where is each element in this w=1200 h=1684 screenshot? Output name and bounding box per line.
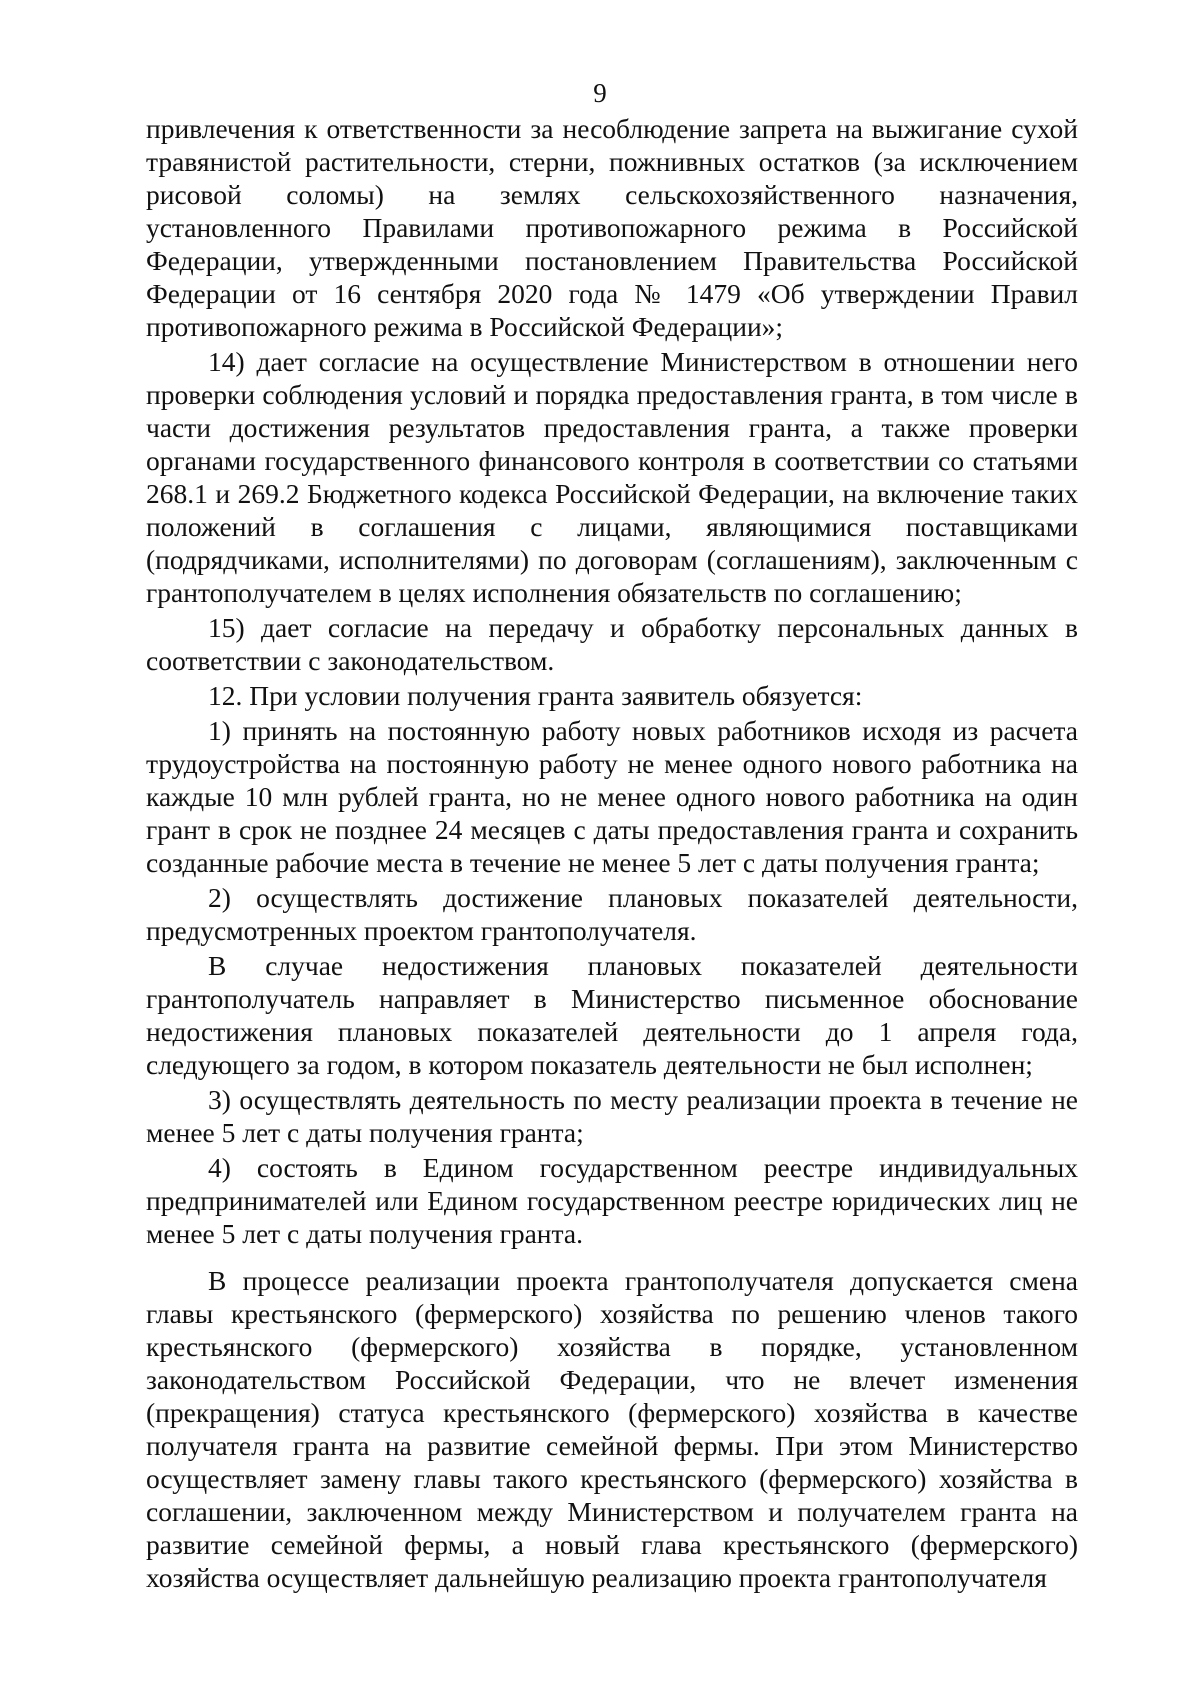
paragraph-obligation-4: 4) состоять в Едином государственном реестре индивидуальных предпринимателей или Едином государственном реестре юридических лиц не менее 5 лет с даты получения гранта.	[146, 1152, 1078, 1249]
paragraph-obligation-3: 3) осуществлять деятельность по месту реализации проекта в течение не менее 5 лет с даты получения гранта;	[146, 1084, 1078, 1148]
paragraph-underachievement: В случае недостижения плановых показателей деятельности грантополучатель направляет в Министерство письменное обоснование недостижения плановых показателей деятельности до 1 апреля года, следующего за годом, в котором показатель деятельности не был исполнен;	[146, 950, 1078, 1080]
paragraph-continuation: привлечения к ответственности за несоблюдение запрета на выжигание сухой травянистой растительности, стерни, пожнивных остатков (за исключением рисовой соломы) на землях сельскохозяйственного назначения, установленного Правилами противопожарного режима в Российской Федерации, утвержденными постановлением Правительства Российской Федерации от 16 сентября 2020 года № 1479 «Об утверждении Правил противопожарного режима в Российской Федерации»;	[146, 113, 1078, 342]
paragraph-item-15: 15) дает согласие на передачу и обработку персональных данных в соответствии с законодательством.	[146, 612, 1078, 676]
paragraph-farm-head-change: В процессе реализации проекта грантополучателя допускается смена главы крестьянского (фермерского) хозяйства по решению членов такого крестьянского (фермерского) хозяйства в порядке, установленном законодательством Российской Федерации, что не влечет изменения (прекращения) статуса крестьянского (фермерского) хозяйства в качестве получателя гранта на развитие семейной фермы. При этом Министерство осуществляет замену главы такого крестьянского (фермерского) хозяйства в соглашении, заключенном между Министерством и получателем гранта на развитие семейной фермы, а новый глава крестьянского (фермерского) хозяйства осуществляет дальнейшую реализацию проекта грантополучателя	[146, 1265, 1078, 1593]
paragraph-obligation-1: 1) принять на постоянную работу новых работников исходя из расчета трудоустройства на постоянную работу не менее одного нового работника на каждые 10 млн рублей гранта, но не менее одного нового работника на один грант в срок не позднее 24 месяцев с даты предоставления гранта и сохранить созданные рабочие места в течение не менее 5 лет с даты получения гранта;	[146, 715, 1078, 878]
page-number: 9	[593, 78, 607, 108]
document-body	[146, 112, 1078, 1594]
paragraph-item-14: 14) дает согласие на осуществление Министерством в отношении него проверки соблюдения условий и порядка предоставления гранта, в том числе в части достижения результатов предоставления гранта, а также проверки органами государственного финансового контроля в соответствии со статьями 268.1 и 269.2 Бюджетного кодекса Российской Федерации, на включение таких положений в соглашения с лицами, являющимися поставщиками (подрядчиками, исполнителями) по договорам (соглашениям), заключенным с грантополучателем в целях исполнения обязательств по соглашению;	[146, 346, 1078, 608]
paragraph-section-12: 12. При условии получения гранта заявитель обязуется:	[208, 680, 863, 711]
paragraph-obligation-2: 2) осуществлять достижение плановых показателей деятельности, предусмотренных проектом грантополучателя.	[146, 882, 1078, 946]
